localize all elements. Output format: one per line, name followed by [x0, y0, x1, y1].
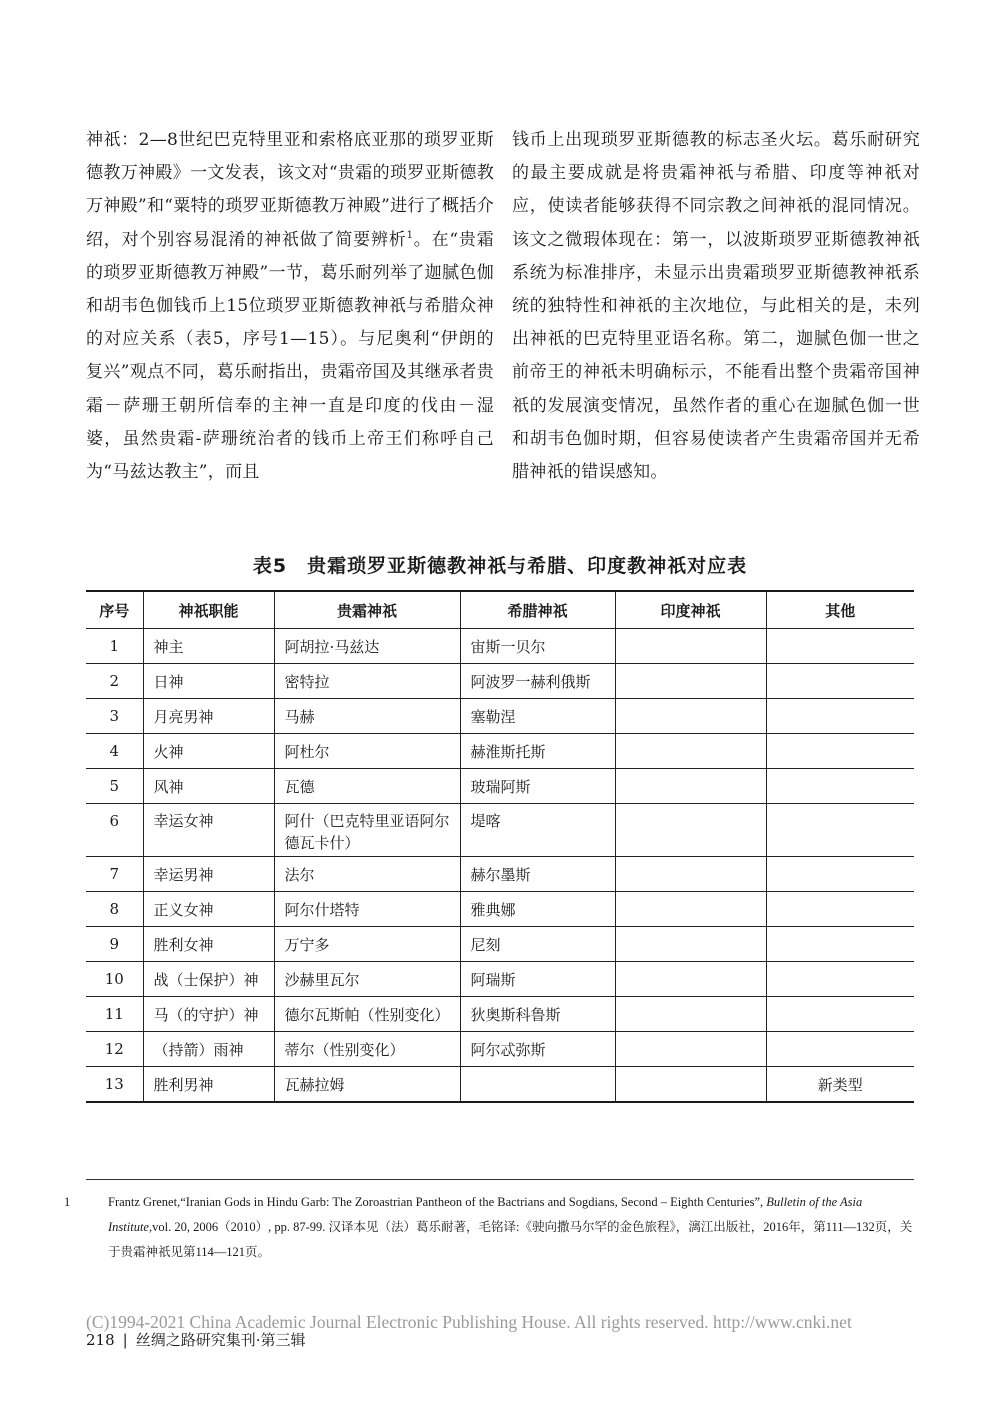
cell-function: 月亮男神: [143, 699, 274, 734]
cell-number: 8: [86, 892, 143, 927]
cell-indian-deity: [615, 892, 766, 927]
cell-indian-deity: [615, 629, 766, 664]
table-row: [86, 769, 914, 804]
header-cell: 序号: [86, 591, 143, 629]
table-row: [86, 1032, 914, 1067]
cell-kushan-deity: 法尔: [274, 857, 460, 892]
cell-number: 13: [86, 1067, 143, 1103]
cell-indian-deity: [615, 857, 766, 892]
cell-kushan-deity: 沙赫里瓦尔: [274, 962, 460, 997]
cell-kushan-deity: 阿尔什塔特: [274, 892, 460, 927]
body-text: 。在“贵霜的琐罗亚斯德教万神殿”一节，葛乐耐列举了迦腻色伽和胡韦色伽钱币上15位琐罗亚斯德教神祇与希腊众神的对应关系（表5，序号1—15）。与尼奥利“伊朗的复兴”观点不同，葛乐耐指出，贵霜帝国及其继承者贵霜－萨珊王朝所信奉的主神一直是印度的伐由－湿婆，虽然贵霜-萨珊统治者的钱币上帝王们称呼自己为“马兹达教主”，而且: [86, 229, 494, 483]
cell-number: 6: [86, 804, 143, 857]
cell-kushan-deity: 阿杜尔: [274, 734, 460, 769]
footnote-text: Frantz Grenet,“Iranian Gods in Hindu Garb: The Zoroastrian Pantheon of the Bactrians and Sogdians, Second – Eighth Centuries”,: [108, 1195, 767, 1209]
cell-number: 1: [86, 629, 143, 664]
cell-function: 幸运女神: [143, 804, 274, 857]
cell-number: 7: [86, 857, 143, 892]
cell-kushan-deity: 阿胡拉·马兹达: [274, 629, 460, 664]
cell-other: [766, 1032, 914, 1067]
header-cell: 印度神祇: [615, 591, 766, 629]
cell-kushan-deity: 万宁多: [274, 927, 460, 962]
cell-indian-deity: [615, 1032, 766, 1067]
cell-number: 12: [86, 1032, 143, 1067]
cell-greek-deity: 狄奥斯科鲁斯: [460, 997, 615, 1032]
cell-function: 火神: [143, 734, 274, 769]
footnote-number: 1: [64, 1195, 71, 1209]
cell-indian-deity: [615, 962, 766, 997]
cell-greek-deity: 雅典娜: [460, 892, 615, 927]
table-row: [86, 734, 914, 769]
cell-indian-deity: [615, 769, 766, 804]
cell-other: [766, 629, 914, 664]
cell-other: [766, 699, 914, 734]
cell-other: [766, 734, 914, 769]
cell-kushan-deity: 瓦赫拉姆: [274, 1067, 460, 1103]
cell-kushan-deity: 瓦德: [274, 769, 460, 804]
cell-function: 神主: [143, 629, 274, 664]
footnote-journal: Bulletin of the Asia Institute: [108, 1195, 863, 1234]
cell-number: 5: [86, 769, 143, 804]
cell-greek-deity: 赫淮斯托斯: [460, 734, 615, 769]
cell-function: 马（的守护）神: [143, 997, 274, 1032]
cell-greek-deity: 塞勒涅: [460, 699, 615, 734]
cell-function: （持箭）雨神: [143, 1032, 274, 1067]
table-row: [86, 927, 914, 962]
cell-greek-deity: [460, 1067, 615, 1103]
page-folio: [86, 1329, 305, 1350]
page-number: 218: [86, 1331, 115, 1349]
table-row: [86, 997, 914, 1032]
cell-number: 11: [86, 997, 143, 1032]
cell-greek-deity: 玻瑞阿斯: [460, 769, 615, 804]
cell-other: [766, 804, 914, 857]
table-row: [86, 629, 914, 664]
table-title: 表5 贵霜琐罗亚斯德教神祇与希腊、印度教神祇对应表: [252, 555, 748, 577]
cell-greek-deity: 宙斯一贝尔: [460, 629, 615, 664]
table-row: [86, 1067, 914, 1103]
table-row: [86, 892, 914, 927]
cell-function: 幸运男神: [143, 857, 274, 892]
cell-other: [766, 892, 914, 927]
cell-other: [766, 857, 914, 892]
cell-other: [766, 997, 914, 1032]
header-cell: 其他: [766, 591, 914, 629]
cell-greek-deity: 阿波罗一赫利俄斯: [460, 664, 615, 699]
body-text: 神祇：2—8世纪巴克特里亚和索格底亚那的琐罗亚斯德教万神殿》一文发表，该文对“贵霜的琐罗亚斯德教万神殿”和“粟特的琐罗亚斯德教万神殿”进行了概括介绍，对个别容易混淆的神祇做了简要辨析: [86, 130, 494, 250]
cell-indian-deity: [615, 734, 766, 769]
cell-indian-deity: [615, 804, 766, 857]
cell-greek-deity: 阿尔忒弥斯: [460, 1032, 615, 1067]
cell-other: [766, 962, 914, 997]
footnote-body: [64, 1190, 914, 1265]
header-cell: 神祇职能: [143, 591, 274, 629]
body-paragraph: [86, 124, 494, 489]
cell-kushan-deity: 马赫: [274, 699, 460, 734]
cell-greek-deity: 赫尔墨斯: [460, 857, 615, 892]
cell-function: 战（士保护）神: [143, 962, 274, 997]
cell-function: 日神: [143, 664, 274, 699]
table-header-row: [86, 591, 914, 629]
cell-function: 风神: [143, 769, 274, 804]
cell-indian-deity: [615, 927, 766, 962]
footnote-rule: [86, 1179, 914, 1180]
cell-indian-deity: [615, 664, 766, 699]
table-row: [86, 804, 914, 857]
cell-indian-deity: [615, 1067, 766, 1103]
folio-separator: |: [122, 1331, 128, 1349]
cell-other: [766, 769, 914, 804]
footnote-text: ,vol. 20, 2006（2010）, pp. 87-99. 汉译本见（法）葛乐耐著，毛铭译:《驶向撒马尔罕的金色旅程》，漓江出版社，2016年，第111—132页，关于贵霜神祇见第114—121页。: [108, 1220, 913, 1259]
cell-greek-deity: 堤喀: [460, 804, 615, 857]
cell-indian-deity: [615, 997, 766, 1032]
cell-function: 胜利女神: [143, 927, 274, 962]
cell-kushan-deity: 密特拉: [274, 664, 460, 699]
cell-number: 9: [86, 927, 143, 962]
table-row: [86, 962, 914, 997]
body-paragraph: 钱币上出现琐罗亚斯德教的标志圣火坛。葛乐耐研究的最主要成就是将贵霜神祇与希腊、印度等神祇对应，使读者能够获得不同宗教之间神祇的混同情况。该文之微瑕体现在：第一，以波斯琐罗亚斯德教神祇系统为标准排序，未显示出贵霜琐罗亚斯德教神祇系统的独特性和神祇的主次地位，与此相关的是，未列出神祇的巴克特里亚语名称。第二，迦腻色伽一世之前帝王的神祇未明确标示，不能看出整个贵霜帝国神祇的发展演变情况，虽然作者的重心在迦腻色伽一世和胡韦色伽时期，但容易使读者产生贵霜帝国并无希腊神祇的错误感知。: [512, 130, 920, 483]
cnki-watermark: (C)1994-2021 China Academic Journal Electronic Publishing House. All rights reserved. http://www.cnki.net: [86, 1312, 852, 1332]
cell-number: 2: [86, 664, 143, 699]
cell-function: 胜利男神: [143, 1067, 274, 1103]
header-cell: 贵霜神祇: [274, 591, 460, 629]
table-row: [86, 664, 914, 699]
cell-indian-deity: [615, 699, 766, 734]
cell-other: 新类型: [766, 1067, 914, 1103]
cell-greek-deity: 尼刻: [460, 927, 615, 962]
body-right-column: [512, 124, 920, 489]
footnote-ref[interactable]: 1: [406, 229, 414, 241]
cell-number: 10: [86, 962, 143, 997]
cell-other: [766, 927, 914, 962]
deity-correspondence-table: [86, 590, 914, 1103]
footnote: [64, 1190, 914, 1265]
cell-kushan-deity: 阿什（巴克特里亚语阿尔德瓦卡什）: [274, 804, 460, 857]
cell-number: 3: [86, 699, 143, 734]
header-cell: 希腊神祇: [460, 591, 615, 629]
cell-greek-deity: 阿瑞斯: [460, 962, 615, 997]
table-row: [86, 857, 914, 892]
table-row: [86, 699, 914, 734]
body-left-column: [86, 124, 494, 489]
cell-kushan-deity: 德尔瓦斯帕（性别变化）: [274, 997, 460, 1032]
cell-function: 正义女神: [143, 892, 274, 927]
cell-number: 4: [86, 734, 143, 769]
series-title: 丝绸之路研究集刊·第三辑: [135, 1331, 306, 1349]
cell-kushan-deity: 蒂尔（性别变化）: [274, 1032, 460, 1067]
cell-other: [766, 664, 914, 699]
